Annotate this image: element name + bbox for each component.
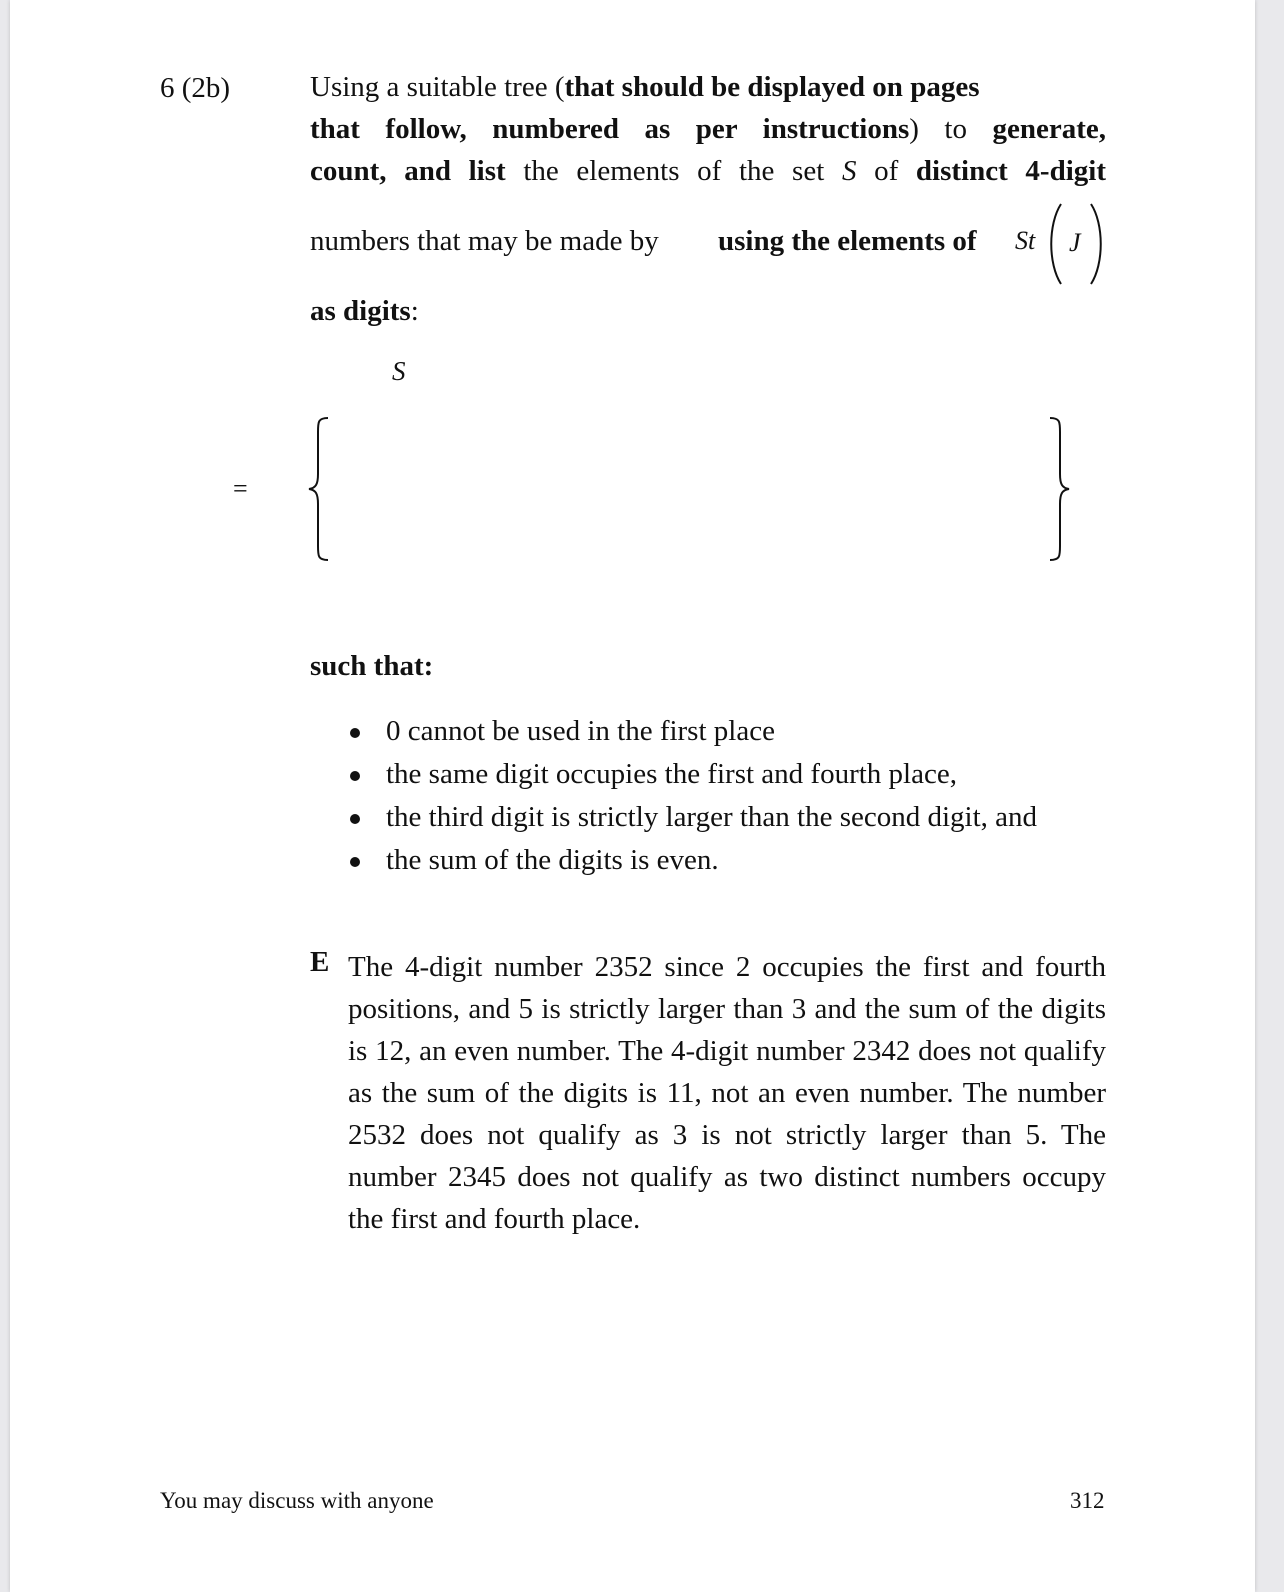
q-line5-plain: : xyxy=(410,295,419,327)
q-line2-plain: ) to xyxy=(909,113,993,145)
question-line-3 xyxy=(310,150,1106,192)
equals-sign: = xyxy=(233,474,248,503)
conditions-list xyxy=(346,710,1106,882)
q-line4-j: J xyxy=(1069,228,1081,257)
question-line-5 xyxy=(310,290,1106,332)
q-line4-st: St xyxy=(1015,226,1036,255)
condition-item: the sum of the digits is even. xyxy=(346,839,1106,882)
question-line-1 xyxy=(310,66,1106,108)
question-line-4 xyxy=(310,200,1106,290)
q-line3-bold: count, and list xyxy=(310,155,506,187)
condition-item: the third digit is strictly larger than the second digit, and xyxy=(346,796,1106,839)
conditions-heading: such that: xyxy=(310,650,434,682)
question-number: 6 (2b) xyxy=(160,72,231,104)
footer-note: You may discuss with anyone xyxy=(160,1488,434,1513)
q-line2-bold: that follow, numbered as per instructions xyxy=(310,113,910,145)
example-label: E xyxy=(310,946,330,978)
condition-item: 0 cannot be used in the first place xyxy=(346,710,1106,753)
document-page xyxy=(10,0,1255,1592)
set-symbol-s: S xyxy=(841,155,857,187)
q-line4-bold: using the elements of xyxy=(718,225,977,257)
question-line-2 xyxy=(310,108,1106,150)
q-line1-plain: Using a suitable tree ( xyxy=(310,71,565,103)
left-brace-icon xyxy=(306,416,332,562)
right-brace-icon xyxy=(1046,416,1072,562)
set-label: S xyxy=(392,356,406,386)
left-paren-icon xyxy=(1046,200,1064,288)
q-line3-plain: the elements of the set xyxy=(505,155,842,187)
q-line2-bold2: generate, xyxy=(992,113,1106,145)
example-text: The 4-digit number 2352 since 2 occupies the first and fourth positions, and 5 is strictly larger than 3 and the sum of the digits is 12, an even number. The 4-digit number 2342 does not qualify as the sum of the digits is 11, not an even number. The number 2532 does not qualify as 3 is not strictly larger than 5. The number 2345 does not qualify as two distinct numbers occupy the first and fourth place. xyxy=(348,951,1106,1235)
q-line3-plain2: of xyxy=(856,155,916,187)
page-number: 312 xyxy=(1070,1488,1105,1513)
q-line1-text xyxy=(310,66,979,108)
q-line4-plain: numbers that may be made by xyxy=(310,225,659,257)
q-line1-bold: that should be displayed on pages xyxy=(564,71,980,103)
q-line5-bold: as digits xyxy=(310,295,411,327)
q-line3-bold2: distinct 4-digit xyxy=(915,155,1106,187)
right-paren-icon xyxy=(1088,200,1106,288)
condition-item: the same digit occupies the first and fourth place, xyxy=(346,753,1106,796)
